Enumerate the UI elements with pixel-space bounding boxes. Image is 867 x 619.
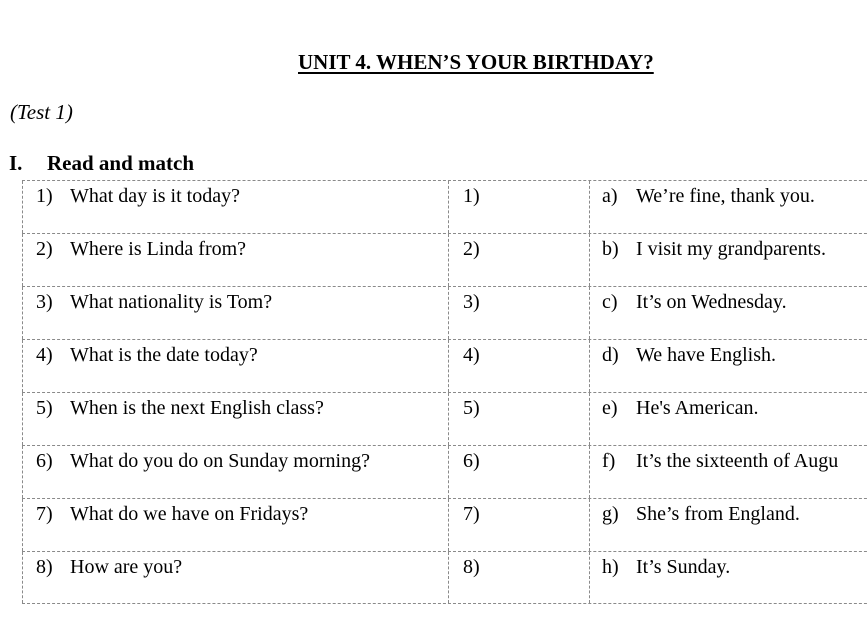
- answer-option-cell: [589, 340, 867, 392]
- question-text: What day is it today?: [70, 185, 240, 207]
- answer-letter: h): [602, 556, 619, 578]
- answer-slot-number: 7): [463, 503, 480, 525]
- answer-slot-number: 2): [463, 238, 480, 260]
- answer-text: We have English.: [636, 344, 777, 366]
- question-text: What nationality is Tom?: [70, 291, 273, 313]
- answer-slot-cell[interactable]: [448, 287, 589, 339]
- section-number: I.: [9, 151, 23, 175]
- question-number: 7): [36, 503, 53, 525]
- question-number: 2): [36, 238, 53, 260]
- answer-slot-number: 4): [463, 344, 480, 366]
- question-cell: [22, 446, 448, 498]
- table-row: [22, 392, 867, 445]
- answer-letter: f): [602, 450, 616, 472]
- table-row: [22, 445, 867, 498]
- question-cell: [22, 340, 448, 392]
- question-cell: [22, 287, 448, 339]
- table-row: [22, 339, 867, 392]
- question-text: What is the date today?: [70, 344, 258, 366]
- answer-letter: b): [602, 238, 619, 260]
- answer-option-cell: [589, 499, 867, 551]
- question-number: 6): [36, 450, 53, 472]
- page-title: UNIT 4. WHEN’S YOUR BIRTHDAY?: [298, 50, 654, 74]
- section-label: Read and match: [47, 151, 195, 175]
- answer-text: It’s the sixteenth of Augu: [636, 450, 839, 472]
- question-number: 4): [36, 344, 53, 366]
- answer-slot-cell[interactable]: [448, 234, 589, 286]
- question-text: Where is Linda from?: [70, 238, 247, 260]
- answer-letter: c): [602, 291, 618, 313]
- answer-letter: e): [602, 397, 618, 419]
- answer-text: We’re fine, thank you.: [636, 185, 815, 207]
- answer-letter: g): [602, 503, 619, 525]
- answer-slot-cell[interactable]: [448, 446, 589, 498]
- answer-slot-number: 6): [463, 450, 480, 472]
- answer-slot-cell[interactable]: [448, 181, 589, 233]
- answer-option-cell: [589, 393, 867, 445]
- question-cell: [22, 234, 448, 286]
- answer-slot-cell[interactable]: [448, 499, 589, 551]
- question-text: What do we have on Fridays?: [70, 503, 309, 525]
- answer-slot-number: 3): [463, 291, 480, 313]
- question-number: 8): [36, 556, 53, 578]
- answer-option-cell: [589, 552, 867, 603]
- table-row: [22, 233, 867, 286]
- section-heading: [9, 151, 194, 176]
- matching-table: [22, 180, 867, 604]
- question-cell: [22, 181, 448, 233]
- answer-letter: a): [602, 185, 618, 207]
- answer-text: It’s on Wednesday.: [636, 291, 787, 313]
- answer-letter: d): [602, 344, 619, 366]
- answer-option-cell: [589, 181, 867, 233]
- answer-text: It’s Sunday.: [636, 556, 731, 578]
- question-number: 5): [36, 397, 53, 419]
- answer-slot-cell[interactable]: [448, 340, 589, 392]
- question-number: 1): [36, 185, 53, 207]
- question-text: What do you do on Sunday morning?: [70, 450, 370, 472]
- answer-text: He's American.: [636, 397, 759, 419]
- question-cell: [22, 499, 448, 551]
- table-row: [22, 498, 867, 551]
- answer-option-cell: [589, 446, 867, 498]
- table-row: [22, 551, 867, 604]
- question-text: How are you?: [70, 556, 183, 578]
- answer-slot-cell[interactable]: [448, 393, 589, 445]
- answer-text: She’s from England.: [636, 503, 800, 525]
- test-subtitle: (Test 1): [10, 100, 73, 124]
- question-number: 3): [36, 291, 53, 313]
- answer-option-cell: [589, 234, 867, 286]
- table-row: [22, 180, 867, 233]
- table-row: [22, 286, 867, 339]
- question-cell: [22, 393, 448, 445]
- answer-slot-number: 5): [463, 397, 480, 419]
- answer-slot-cell[interactable]: [448, 552, 589, 603]
- answer-option-cell: [589, 287, 867, 339]
- answer-slot-number: 1): [463, 185, 480, 207]
- answer-slot-number: 8): [463, 556, 480, 578]
- question-text: When is the next English class?: [70, 397, 324, 419]
- answer-text: I visit my grandparents.: [636, 238, 826, 260]
- question-cell: [22, 552, 448, 603]
